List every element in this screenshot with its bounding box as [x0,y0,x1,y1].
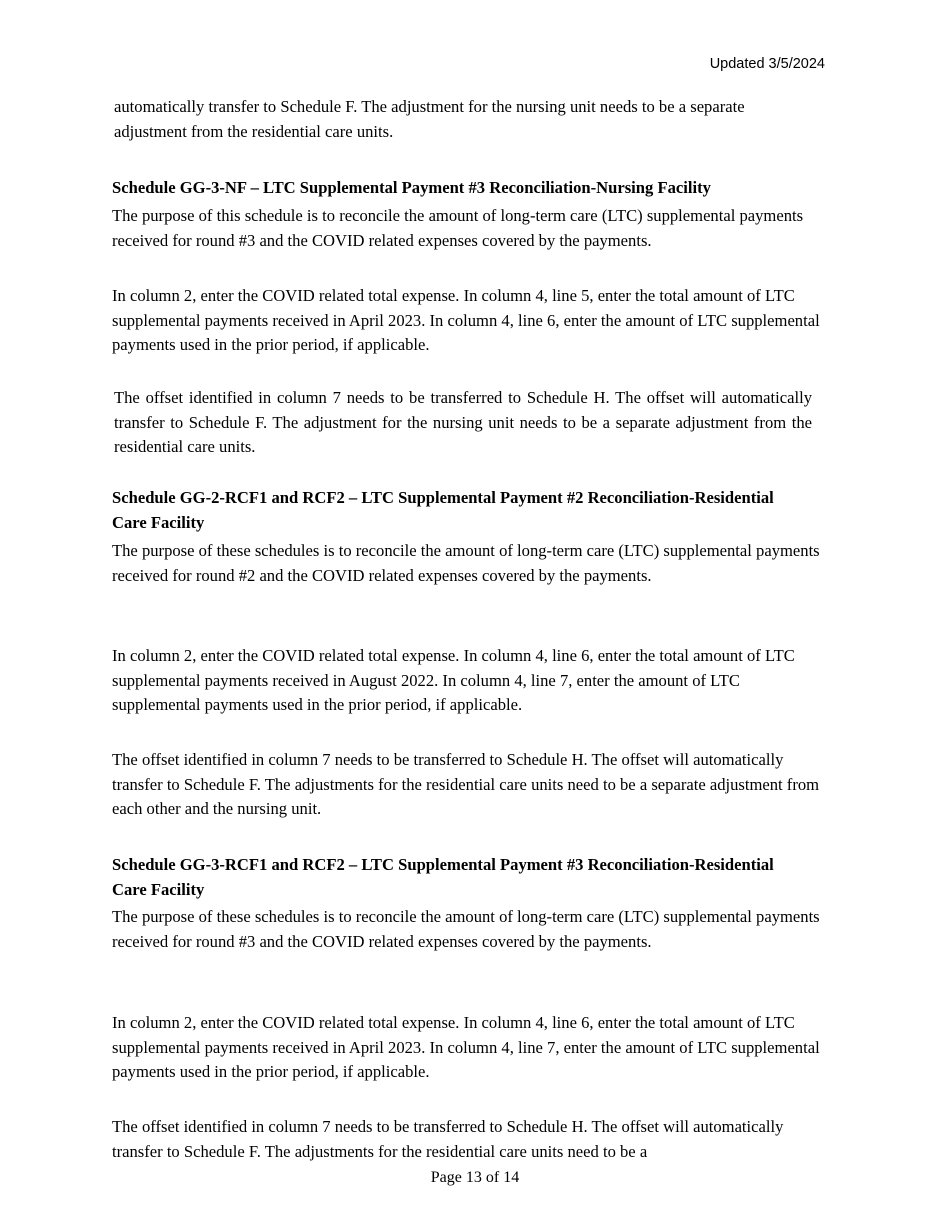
paragraph-instructions-gg3-nf: In column 2, enter the COVID related total expense. In column 4, line 5, enter the total amount of LTC supplemental payments received in April 2023. In column 4, line 6, enter the amount of LTC supplemental payments used in the prior period, if applicable. [112,286,820,354]
continued-paragraph: automatically transfer to Schedule F. The adjustment for the nursing unit needs to be a separate adjustment from the residential care units. [114,97,745,141]
paragraph-offset-gg2-rcf: The offset identified in column 7 needs to be transferred to Schedule H. The offset will automatically transfer to Schedule F. The adjustments for the residential care units need to be a separate adjustment from each other and the nursing unit. [112,750,820,818]
paragraph-purpose-gg3-rcf: The purpose of these schedules is to reconcile the amount of long-term care (LTC) supplemental payments received for round #3 and the COVID related expenses covered by the payments. [112,907,820,951]
paragraph-instructions-gg3-rcf: In column 2, enter the COVID related total expense. In column 4, line 6, enter the total amount of LTC supplemental payments received in April 2023. In column 4, line 7, enter the amount of LTC supplemental payments used in the prior period, if applicable. [112,1013,820,1081]
paragraph-offset-gg3-rcf: The offset identified in column 7 needs to be transferred to Schedule H. The offset will automatically transfer to Schedule F. The adjustments for the residential care units need to be a [112,1117,784,1161]
section-heading-gg2-rcf: Schedule GG-2-RCF1 and RCF2 – LTC Supplemental Payment #2 Reconciliation-Residential Care Facility [112,488,774,532]
section-heading-gg3-rcf: Schedule GG-3-RCF1 and RCF2 – LTC Supplemental Payment #3 Reconciliation-Residential Care Facility [112,855,774,899]
page-number: Page 13 of 14 [430,1169,520,1186]
paragraph-purpose-gg2-rcf: The purpose of these schedules is to reconcile the amount of long-term care (LTC) supplemental payments received for round #2 and the COVID related expenses covered by the payments. [112,541,820,585]
paragraph-instructions-gg2-rcf: In column 2, enter the COVID related total expense. In column 4, line 6, enter the total amount of LTC supplemental payments received in August 2022. In column 4, line 7, enter the amount of LTC supplemental payments used in the prior period, if applicable. [112,646,795,714]
paragraph-offset-gg3-nf: The offset identified in column 7 needs to be transferred to Schedule H. The offset will automatically transfer to Schedule F. The adjustment for the nursing unit needs to be a separate adjustment from the residential care units. [114,388,812,456]
paragraph-purpose-gg3-nf: The purpose of this schedule is to reconcile the amount of long-term care (LTC) supplemental payments received for round #3 and the COVID related expenses covered by the payments. [112,206,804,250]
updated-date: Updated 3/5/2024 [709,56,825,72]
section-heading-gg3-nf: Schedule GG-3-NF – LTC Supplemental Payment #3 Reconciliation-Nursing Facility [112,178,711,197]
